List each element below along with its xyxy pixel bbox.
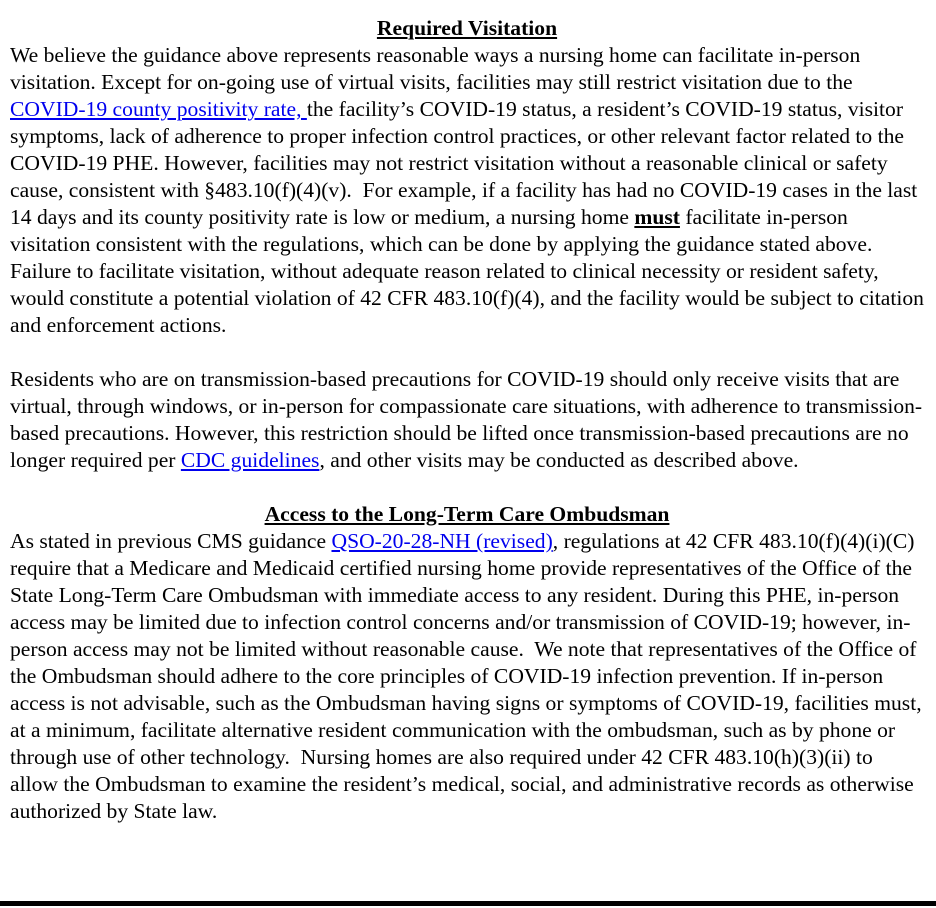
paragraph bbox=[10, 528, 928, 825]
text-run: , and other visits may be conducted as described above. bbox=[319, 448, 799, 472]
text-run: , regulations at 42 CFR 483.10(f)(4)(i)(C) require that a Medicare and Medicaid certified nursing home provide representatives of the Office of the State Long-Term Care Ombudsman with immediate access to any resident. During this PHE, in-person access may be limited due to infection control concerns and/or transmission of COVID-19; however, in-person access may not be limited without reasonable cause. We note that representatives of the Office of the Ombudsman should adhere to the core principles of COVID-19 infection prevention. If in-person access is not advisable, such as the Ombudsman having signs or symptoms of COVID-19, facilities must, at a minimum, facilitate alternative resident communication with the ombudsman, such as by phone or through use of other technology. Nursing homes are also required under 42 CFR 483.10(h)(3)(ii) to allow the Ombudsman to examine the resident’s medical, social, and administrative records as otherwise authorized by State law. bbox=[10, 529, 928, 823]
paragraph bbox=[10, 42, 930, 339]
text-run: Residents who are on transmission-based precautions for COVID-19 should only receive visits that are virtual, through windows, or in-person for compassionate care situations, with adherence to transmission-based precautions. However, this restriction should be lifted once transmission-based precautions are no longer required per bbox=[10, 367, 923, 472]
hyperlink[interactable]: QSO-20-28-NH (revised) bbox=[331, 529, 553, 553]
text-run: As stated in previous CMS guidance bbox=[10, 529, 332, 553]
page-bottom-border bbox=[0, 901, 936, 906]
document-section bbox=[10, 501, 928, 825]
section-heading: Required Visitation bbox=[376, 16, 558, 40]
hyperlink[interactable]: CDC guidelines bbox=[180, 448, 320, 472]
text-run: We believe the guidance above represents reasonable ways a nursing home can facilitate in-person visitation. Except for on-going use of virtual visits, facilities may still restrict visitation due to the bbox=[10, 43, 866, 94]
section-heading: Access to the Long-Term Care Ombudsman bbox=[264, 502, 670, 526]
emphasized-text: must bbox=[634, 205, 680, 229]
document-section bbox=[10, 15, 930, 474]
text-run: facilitate in-person visitation consistent with the regulations, which can be done by applying the guidance stated above. Failure to facilitate visitation, without adequate reason related to clinical necessity or resident safety, would constitute a potential violation of 42 CFR 483.10(f)(4), and the facility would be subject to citation and enforcement actions. bbox=[10, 205, 930, 337]
hyperlink[interactable]: COVID-19 county positivity rate, bbox=[10, 97, 307, 121]
paragraph bbox=[10, 366, 924, 474]
text-run: the facility’s COVID-19 status, a resident’s COVID-19 status, visitor symptoms, lack of adherence to proper infection control practices, or other relevant factor related to the COVID-19 PHE. However, facilities may not restrict visitation without a reasonable clinical or safety cause, consistent with §483.10(f)(4)(v). For example, if a facility has had no COVID-19 cases in the last 14 days and its county positivity rate is low or medium, a nursing home bbox=[10, 97, 923, 229]
